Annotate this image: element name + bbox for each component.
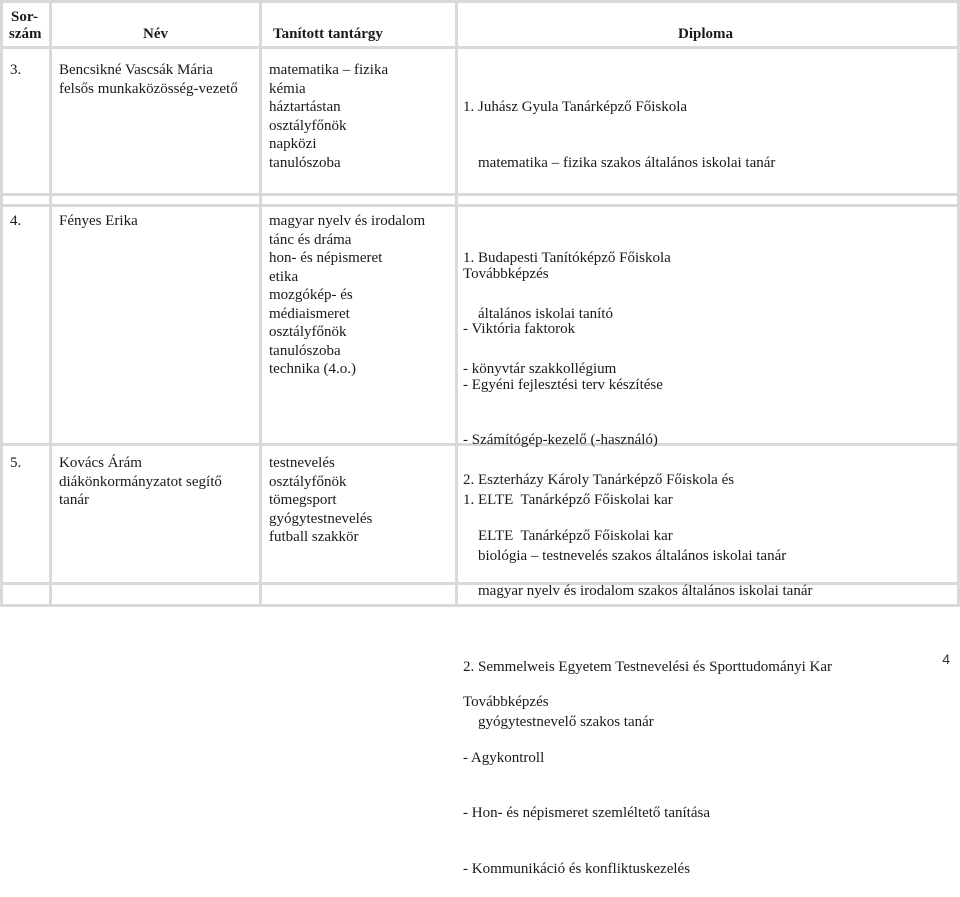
teacher-name: Fényes Erika (59, 213, 138, 229)
header-nev-cell (52, 3, 259, 46)
header-nev: Név (143, 26, 168, 42)
empty-cell (52, 585, 259, 604)
spacer-cell (3, 196, 49, 204)
diploma-list: 1. Budapesti Tanítóképző Főiskola általános iskolai tanító - könyvtár szakkollégium 2. Eszterházy Károly Tanárképző Főiskola és ELTE Tanárképző Főiskolai kar magyar nyelv és irodalom szakos általános iskolai tanár Továbbképzés - Agykontroll - Hon- és népismeret szemléltető tanítása - Kommunikáció és konfliktuskezelés (463, 250, 813, 877)
subject-list: matematika – fizika kémia háztartástan osztályfőnök napközi tanulószoba (269, 62, 389, 171)
header-diploma-cell (458, 3, 957, 46)
row-number: 4. (10, 213, 22, 229)
header-sorszam-cell (3, 3, 49, 46)
page-number: 4 (942, 651, 950, 667)
subject-list: magyar nyelv és irodalom tánc és dráma hon- és népismeret etika mozgókép- és médiaismeret osztályfőnök tanulószoba technika (4.o.) (269, 213, 426, 377)
teacher-name: Kovács Árám diákönkormányzatot segítő tanár (59, 455, 222, 508)
header-sorszam-line2: szám (9, 26, 42, 42)
diploma-list: 1. Juhász Gyula Tanárképző Főiskola matematika – fizika szakos általános iskolai tanár Továbbképzés - Viktória faktorok - Egyéni fejlesztési terv készítése - Számítógép-kezelő (-használó) (463, 99, 776, 448)
spacer-cell (52, 196, 259, 204)
row-4-name-cell (52, 207, 259, 443)
row-number: 3. (10, 62, 22, 78)
spacer-cell (262, 196, 455, 204)
header-tantargy-cell (262, 3, 455, 46)
header-diploma: Diploma (678, 26, 734, 42)
subject-list: testnevelés osztályfőnök tömegsport gyógytestnevelés futball szakkör (269, 455, 373, 545)
header-tantargy: Tanított tantárgy (273, 26, 383, 42)
row-4-num-cell (3, 207, 49, 443)
row-number: 5. (10, 455, 22, 471)
header-sorszam-line1: Sor- (11, 9, 38, 25)
empty-cell (262, 585, 455, 604)
teacher-name: Bencsikné Vascsák Mária felsős munkaközösség-vezető (59, 62, 238, 97)
empty-cell (3, 585, 49, 604)
diploma-list: 1. ELTE Tanárképző Főiskolai kar biológia – testnevelés szakos általános iskolai tanár 2. Semmelweis Egyetem Testnevelési és Sporttudományi Kar gyógytestnevelő szakos tanár (463, 492, 833, 730)
